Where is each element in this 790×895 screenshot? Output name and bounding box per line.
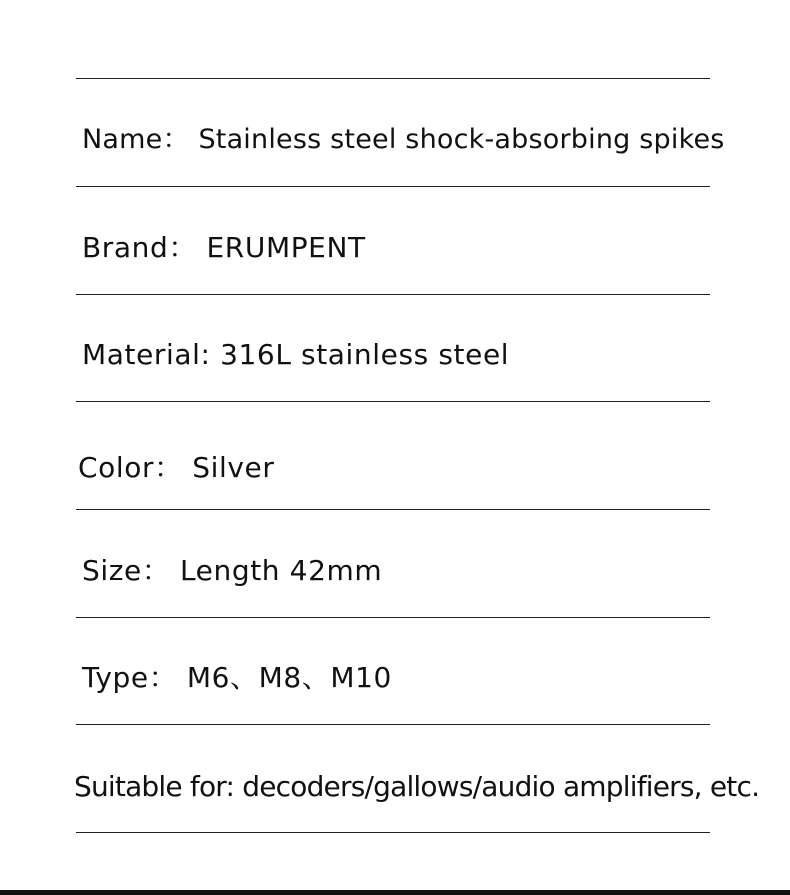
divider-line xyxy=(76,401,710,402)
divider-line xyxy=(76,294,710,295)
divider-line xyxy=(76,832,710,833)
spec-suitable-for-text: Suitable for: decoders/gallows/audio amplifiers, etc. xyxy=(74,770,760,803)
spec-color-text: Color： Silver xyxy=(78,451,275,484)
divider-line xyxy=(76,186,710,187)
spec-size-text: Size： Length 42mm xyxy=(82,554,383,587)
divider-line xyxy=(76,509,710,510)
spec-brand-text: Brand： ERUMPENT xyxy=(82,231,366,264)
divider-line xyxy=(76,617,710,618)
spec-material-text: Material: 316L stainless steel xyxy=(82,338,510,371)
bottom-border-bar xyxy=(0,890,790,895)
divider-line xyxy=(76,724,710,725)
spec-type-text: Type： M6、M8、M10 xyxy=(82,661,392,694)
divider-line xyxy=(76,78,710,79)
spec-name-text: Name： Stainless steel shock-absorbing spikes xyxy=(82,124,725,155)
